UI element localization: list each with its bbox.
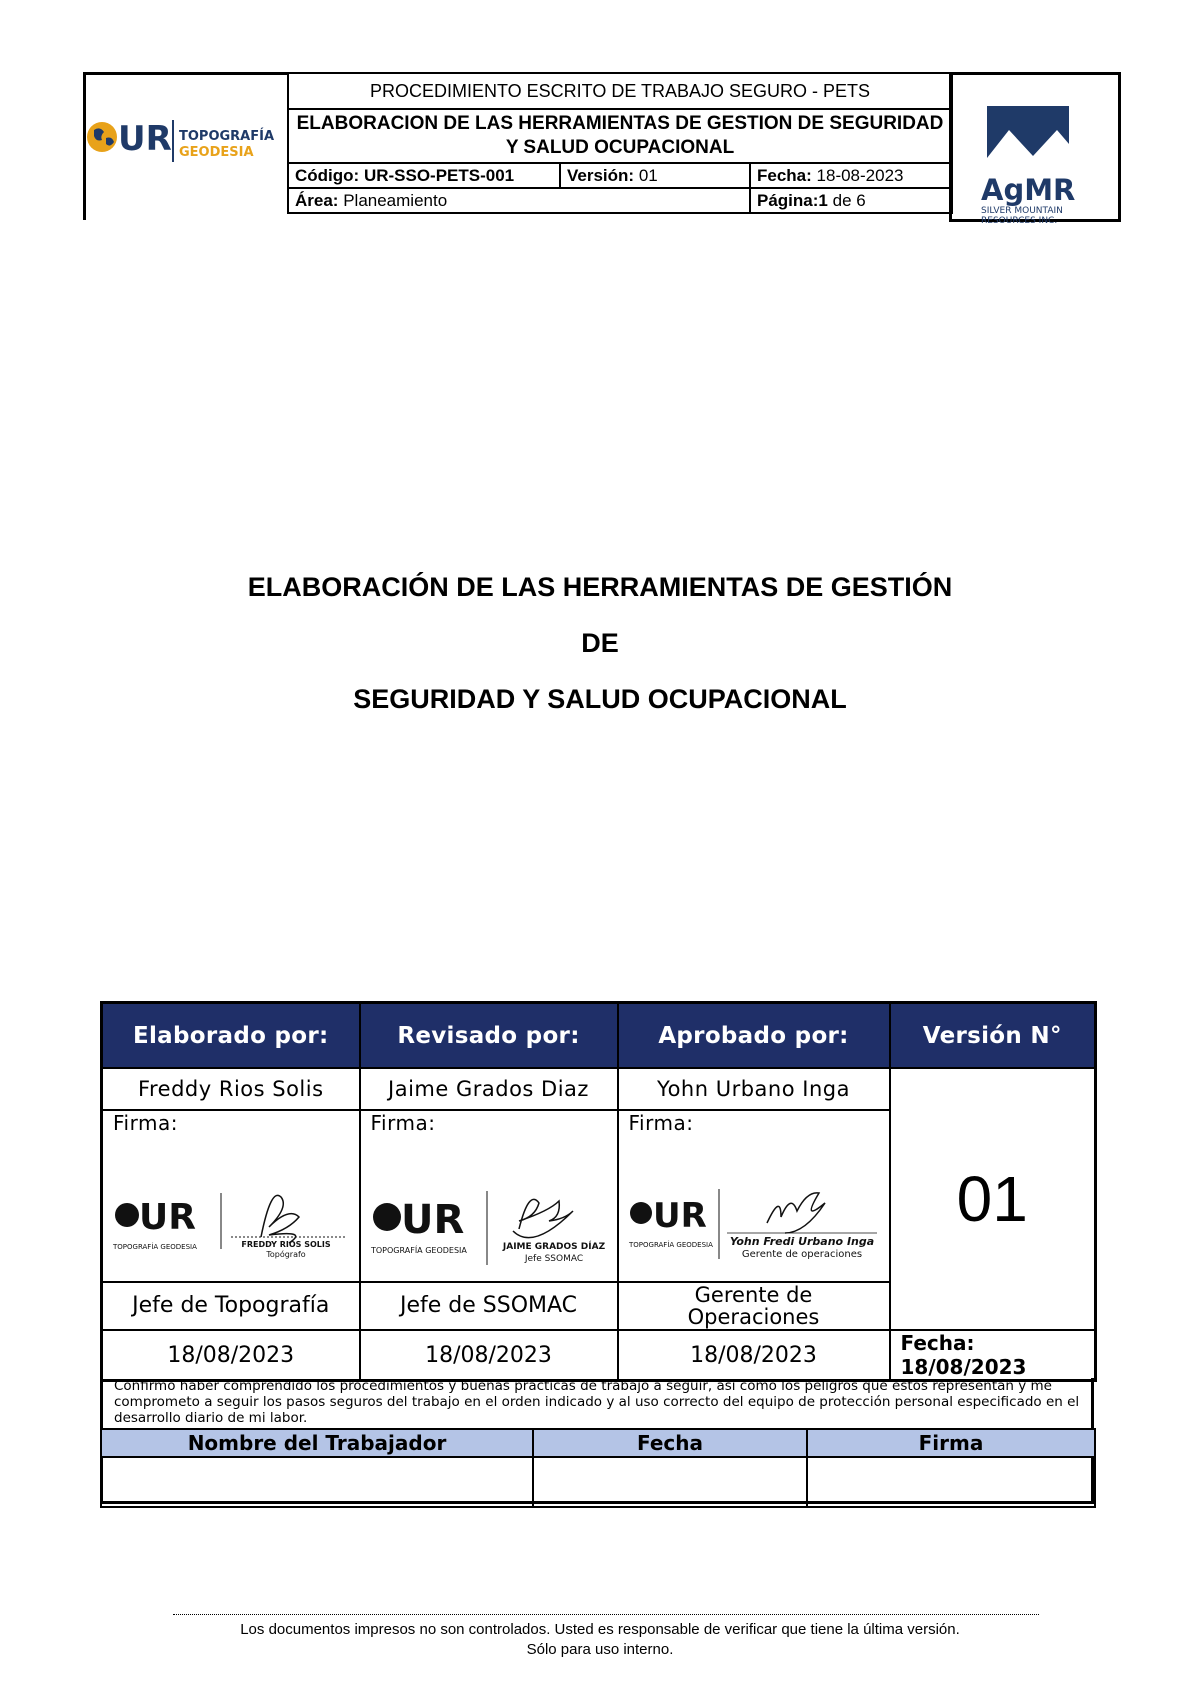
header-table — [287, 72, 953, 214]
pagina-label: Página: — [757, 190, 819, 210]
ur-logo-mark: UR — [118, 119, 172, 159]
agmr-logo-sub1: SILVER MOUNTAIN — [981, 206, 1063, 216]
fecha-value: 18-08-2023 — [816, 165, 904, 185]
signer-name: JAIME GRADOS DÍAZ — [502, 1242, 605, 1252]
fecha-cell — [750, 163, 952, 188]
worker-firma-field[interactable] — [807, 1457, 1095, 1507]
firma-label: Firma: — [370, 1111, 436, 1135]
version-fecha-value: 18/08/2023 — [900, 1355, 1027, 1379]
signature-stamp-revisado — [369, 1189, 614, 1279]
handwritten-signature — [513, 1199, 573, 1237]
stamp-logo-caption: TOPOGRAFÍA GEODESIA — [370, 1246, 467, 1255]
role-elaborado: Jefe de Topografía — [102, 1282, 360, 1330]
handwritten-signature — [261, 1195, 299, 1243]
ur-logo-line1: TOPOGRAFÍA — [179, 129, 275, 144]
role-revisado: Jefe de SSOMAC — [360, 1282, 618, 1330]
fecha-label: Fecha: — [757, 165, 812, 185]
firma-label: Firma: — [113, 1111, 178, 1135]
agmr-logo-sub2: RESOURCES INC. — [981, 216, 1058, 226]
main-title-line3: SEGURIDAD Y SALUD OCUPACIONAL — [353, 684, 847, 714]
date-revisado: 18/08/2023 — [360, 1330, 618, 1381]
codigo-label: Código: — [295, 165, 360, 185]
worker-col-fecha: Fecha — [533, 1429, 807, 1457]
pagina-cell — [750, 188, 952, 213]
firma-label: Firma: — [628, 1111, 694, 1135]
codigo-value: UR-SSO-PETS-001 — [363, 165, 515, 185]
version-label: Versión: — [567, 165, 635, 185]
header-revisado: Revisado por: — [360, 1003, 618, 1069]
agmr-logo — [975, 100, 1100, 250]
date-elaborado: 18/08/2023 — [102, 1330, 360, 1381]
role-aprobado: Gerente de Operaciones — [618, 1282, 890, 1330]
signature-cell-revisado — [360, 1110, 618, 1282]
name-aprobado: Yohn Urbano Inga — [618, 1068, 890, 1110]
name-revisado: Jaime Grados Diaz — [360, 1068, 618, 1110]
pagina-of: de 6 — [832, 190, 866, 210]
main-title-line1: ELABORACIÓN DE LAS HERRAMIENTAS DE GESTIÓN — [247, 572, 953, 602]
footer-divider — [173, 1614, 1039, 1615]
header-version: Versión N° — [890, 1003, 1096, 1069]
signer-title: Topógrafo — [266, 1250, 306, 1259]
signer-name: Yohn Fredi Urbano Inga — [729, 1235, 874, 1248]
stamp-logo-mark: UR — [652, 1196, 707, 1236]
signer-title: Gerente de operaciones — [741, 1249, 862, 1260]
ur-logo-line2: GEODESIA — [179, 145, 254, 160]
document-title: ELABORACION DE LAS HERRAMIENTAS DE GESTION DE SEGURIDAD Y SALUD OCUPACIONAL — [288, 109, 952, 163]
ur-topografia-logo — [84, 112, 284, 172]
header-elaborado: Elaborado por: — [102, 1003, 360, 1069]
worker-fecha-field[interactable] — [533, 1457, 807, 1507]
name-elaborado: Freddy Rios Solis — [102, 1068, 360, 1110]
worker-col-name: Nombre del Trabajador — [101, 1429, 533, 1457]
version-cell — [560, 163, 750, 188]
globe-icon — [630, 1202, 652, 1224]
stamp-logo-mark: UR — [400, 1197, 464, 1243]
signature-cell-aprobado — [618, 1110, 890, 1282]
worker-table — [100, 1428, 1096, 1508]
footer-notice: Los documentos impresos no son controlados. Usted es responsable de verificar que tiene la última versión. — [240, 1621, 960, 1638]
codigo-cell — [288, 163, 560, 188]
agmr-logo-name: AgMR — [981, 173, 1076, 207]
stamp-logo-caption: TOPOGRAFÍA GEODESIA — [113, 1243, 197, 1251]
version-number: 01 — [890, 1068, 1096, 1330]
confirmation-text: Confirmo haber comprendido los procedimientos y buenas prácticas de trabajo a seguir, así como los peligros que estos representan y me comprometo a seguir los pasos seguros del trabajo en el orden indicado y al uso correcto del equipo de protección personal especificado en el desarrollo diario de mi labor. — [114, 1378, 1080, 1426]
signature-stamp-elaborado — [111, 1189, 351, 1279]
worker-name-field[interactable] — [101, 1457, 533, 1507]
handwritten-signature — [767, 1193, 825, 1233]
version-fecha-cell — [890, 1330, 1096, 1381]
globe-icon — [115, 1203, 139, 1227]
version-value: 01 — [638, 165, 658, 185]
date-aprobado: 18/08/2023 — [618, 1330, 890, 1381]
area-cell — [288, 188, 750, 213]
approval-table — [100, 1001, 1097, 1382]
area-value: Planeamiento — [343, 190, 448, 210]
pets-title: PROCEDIMIENTO ESCRITO DE TRABAJO SEGURO - PETS — [288, 73, 952, 109]
worker-col-firma: Firma — [807, 1429, 1095, 1457]
signature-stamp-aprobado — [627, 1189, 882, 1279]
header-aprobado: Aprobado por: — [618, 1003, 890, 1069]
globe-icon — [373, 1203, 401, 1231]
stamp-logo-mark: UR — [139, 1197, 196, 1238]
stamp-logo-caption: TOPOGRAFÍA GEODESIA — [628, 1241, 713, 1249]
version-fecha-label: Fecha: — [900, 1331, 975, 1355]
signer-title: Jefe SSOMAC — [524, 1254, 583, 1264]
pagina-value: 1 — [818, 190, 828, 210]
signature-cell-elaborado — [102, 1110, 360, 1282]
footer-internal-use: Sólo para uso interno. — [526, 1641, 674, 1658]
signer-name: FREDDY RIOS SOLIS — [241, 1240, 331, 1249]
main-title-line2: DE — [581, 628, 619, 658]
globe-icon — [87, 122, 117, 152]
area-label: Área: — [295, 190, 339, 210]
